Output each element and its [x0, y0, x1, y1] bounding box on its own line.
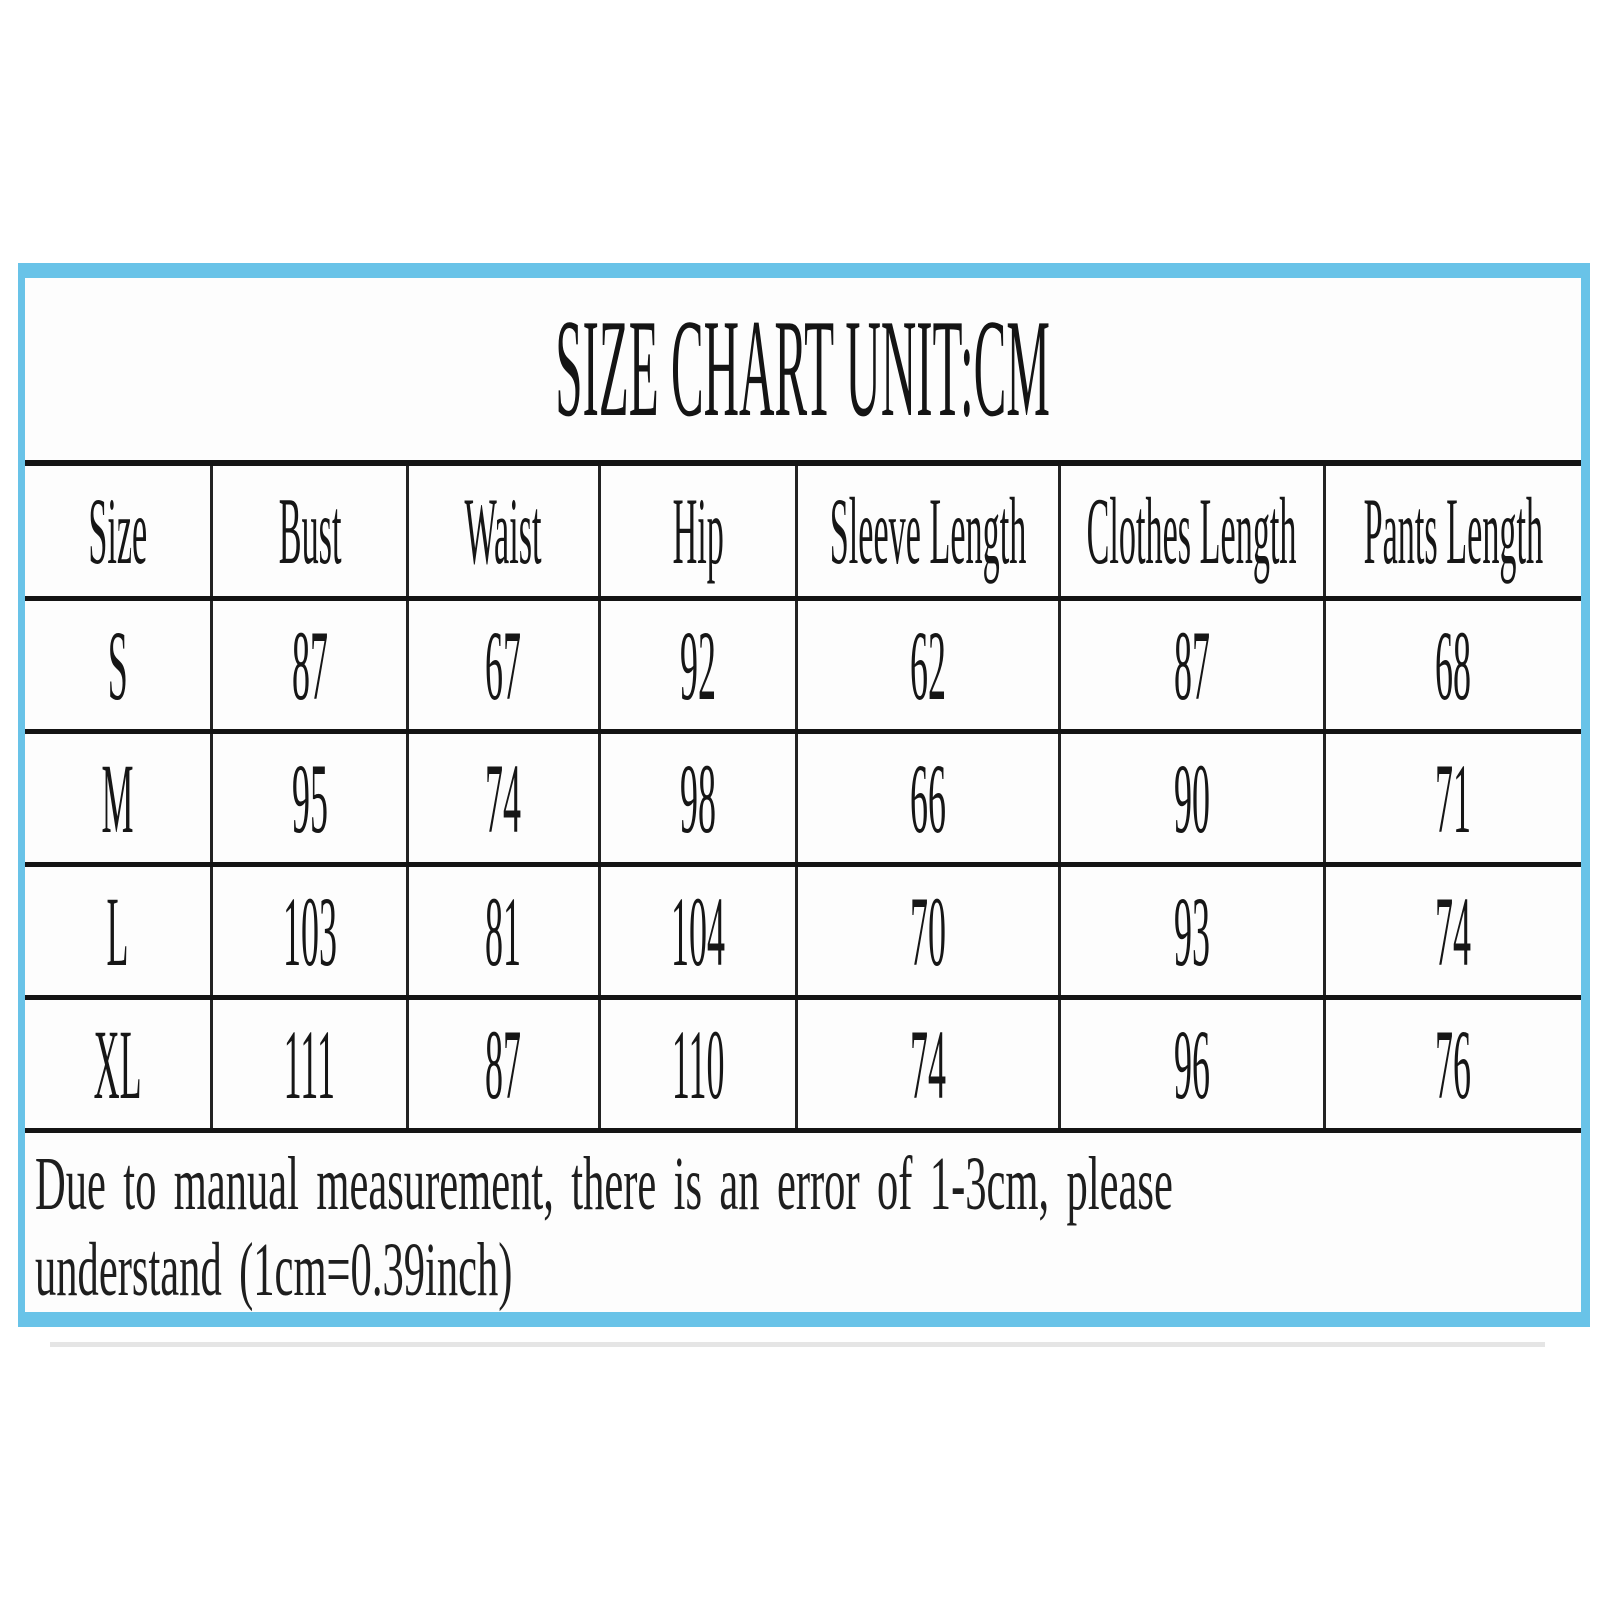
column-header-pants-length: [1324, 463, 1581, 599]
column-header-clothes-length: [1060, 463, 1325, 599]
column-header-bust: [212, 463, 408, 599]
cell-value: 68: [1435, 609, 1472, 721]
scan-shadow-line: [50, 1342, 1545, 1347]
table-cell: [212, 865, 408, 998]
table-cell: [212, 732, 408, 865]
cell-value: 90: [1173, 742, 1210, 854]
cell-value: 87: [485, 1008, 522, 1120]
cell-value: 71: [1435, 742, 1472, 854]
column-header-sleeve-length: [797, 463, 1060, 599]
table-header-row: [25, 463, 1581, 599]
cell-value: S: [107, 609, 128, 721]
measurement-note-line1: Due to manual measurement, there is an error of 1-3cm, please: [35, 1142, 1173, 1226]
cell-value: 74: [485, 742, 522, 854]
measurement-note: [25, 1133, 1581, 1313]
size-table: [25, 460, 1581, 1133]
table-cell: [599, 865, 797, 998]
table-cell: [1324, 998, 1581, 1131]
cell-value: 74: [910, 1008, 947, 1120]
table-row-m: [25, 732, 1581, 865]
table-cell: [1324, 865, 1581, 998]
table-cell: [797, 865, 1060, 998]
table-cell: [408, 998, 599, 1131]
table-row-s: [25, 599, 1581, 732]
table-cell: [1324, 599, 1581, 732]
table-cell: [599, 732, 797, 865]
table-row-l: [25, 865, 1581, 998]
cell-value: 103: [282, 875, 337, 987]
cell-value: 74: [1435, 875, 1472, 987]
table-cell: [25, 732, 212, 865]
table-cell: [797, 599, 1060, 732]
table-cell: [25, 599, 212, 732]
column-header-waist: [408, 463, 599, 599]
column-header-label: Pants Length: [1363, 478, 1544, 584]
cell-value: 104: [670, 875, 725, 987]
size-chart-panel: [18, 263, 1590, 1327]
table-cell: [599, 998, 797, 1131]
table-cell: [1324, 732, 1581, 865]
size-chart-title: SIZE CHART UNIT:CM: [555, 291, 1051, 446]
measurement-note-line2: understand (1cm=0.39inch): [35, 1228, 513, 1312]
cell-value: L: [106, 875, 129, 987]
table-cell: [797, 732, 1060, 865]
table-cell: [408, 732, 599, 865]
cell-value: M: [101, 742, 134, 854]
column-header-label: Waist: [464, 478, 542, 584]
cell-value: 110: [671, 1008, 725, 1120]
cell-value: 111: [284, 1008, 336, 1120]
title-area: [25, 278, 1581, 460]
table-cell: [212, 998, 408, 1131]
cell-value: 62: [910, 609, 947, 721]
cell-value: 87: [1173, 609, 1210, 721]
cell-value: 70: [910, 875, 947, 987]
cell-value: 96: [1173, 1008, 1210, 1120]
cell-value: 95: [291, 742, 328, 854]
table-row-xl: [25, 998, 1581, 1131]
column-header-label: Hip: [672, 478, 724, 584]
table-cell: [212, 599, 408, 732]
table-cell: [408, 865, 599, 998]
table-cell: [1060, 599, 1325, 732]
table-cell: [1060, 998, 1325, 1131]
column-header-label: Clothes Length: [1086, 478, 1297, 584]
column-header-label: Sleeve Length: [829, 478, 1027, 584]
cell-value: 93: [1173, 875, 1210, 987]
table-cell: [797, 998, 1060, 1131]
cell-value: 67: [485, 609, 522, 721]
column-header-size: [25, 463, 212, 599]
table-cell: [1060, 865, 1325, 998]
cell-value: 98: [679, 742, 716, 854]
table-cell: [25, 865, 212, 998]
column-header-label: Size: [88, 478, 148, 584]
table-cell: [1060, 732, 1325, 865]
table-cell: [25, 998, 212, 1131]
cell-value: 92: [679, 609, 716, 721]
cell-value: 66: [910, 742, 947, 854]
table-cell: [599, 599, 797, 732]
column-header-hip: [599, 463, 797, 599]
table-cell: [408, 599, 599, 732]
cell-value: 81: [485, 875, 522, 987]
cell-value: 76: [1435, 1008, 1472, 1120]
cell-value: XL: [93, 1008, 142, 1120]
column-header-label: Bust: [278, 478, 342, 584]
cell-value: 87: [291, 609, 328, 721]
